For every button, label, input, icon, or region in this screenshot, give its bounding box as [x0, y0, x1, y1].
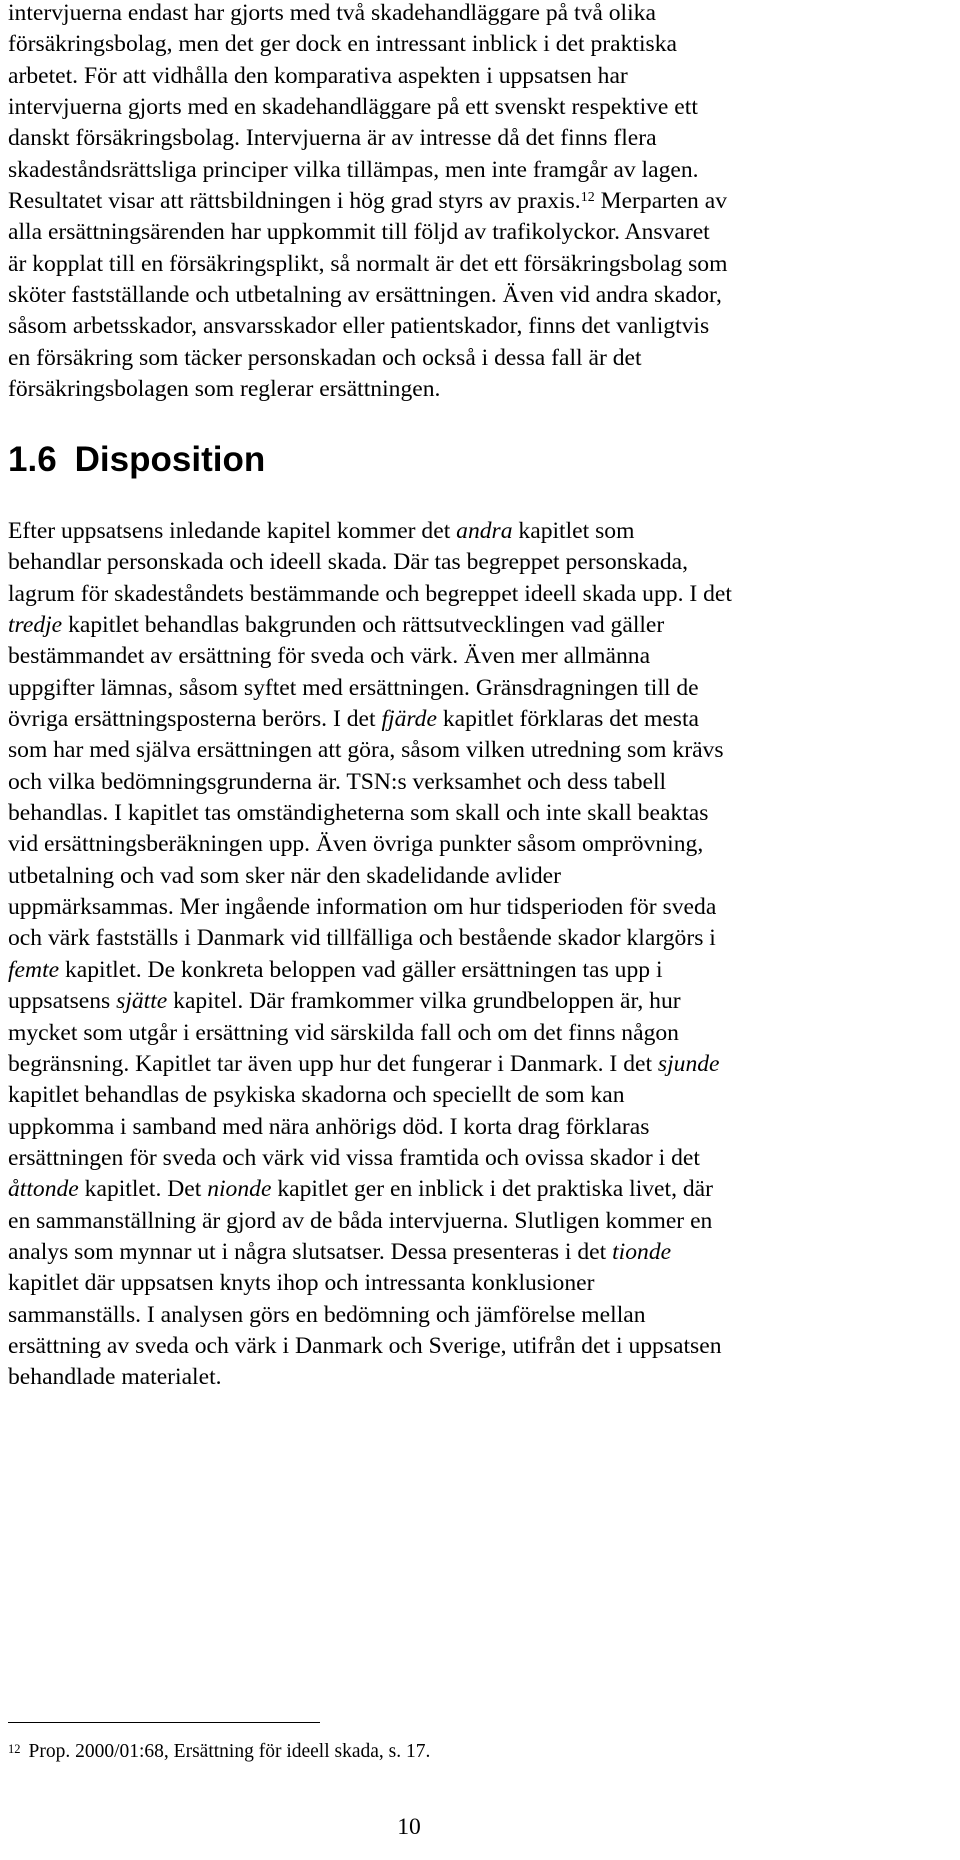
- text-line: [8, 955, 808, 986]
- text-line: sammanställs. I analysen görs en bedömning och jämförelse mellan: [8, 1301, 646, 1328]
- text-line: skadeståndsrättsliga principer vilka tillämpas, men inte framgår av lagen.: [8, 156, 699, 183]
- footnote-reference: 12: [580, 190, 595, 206]
- section-number: 1.6: [8, 440, 57, 479]
- text-line: är kopplat till en försäkringsplikt, så normalt är det ett försäkringsbolag som: [8, 250, 728, 277]
- text-segment: Resultatet visar att rättsbildningen i hög grad styrs av praxis.: [8, 188, 581, 215]
- text-line: [8, 610, 808, 641]
- text-line: uppgifter lämnas, såsom syftet med ersättningen. Gränsdragningen till de: [8, 674, 699, 701]
- text-line: en sammanställning är gjord av de båda intervjuerna. Slutligen kommer en: [8, 1207, 713, 1234]
- text-line: och vilka bedömningsgrunderna är. TSN:s verksamhet och dess tabell: [8, 768, 667, 795]
- text-line: [8, 186, 808, 217]
- text-segment: kapitel. Där framkommer vilka grundbeloppen är, hur: [167, 988, 681, 1015]
- emphasis-text: andra: [456, 518, 513, 544]
- text-segment: uppsatsens: [8, 988, 117, 1015]
- text-segment: övriga ersättningsposterna berörs. I det: [8, 706, 382, 733]
- text-line: arbetet. För att vidhålla den komparativa aspekten i uppsatsen har: [8, 62, 628, 89]
- text-segment: kapitlet som: [512, 518, 635, 544]
- text-line: en försäkring som täcker personskadan och också i dessa fall är det: [8, 344, 642, 371]
- section-heading: [8, 438, 265, 482]
- text-line: intervjuerna endast har gjorts med två skadehandläggare på två olika: [8, 0, 656, 26]
- text-line: [8, 704, 808, 735]
- text-line: ersättningen för sveda och värk vid vissa framtida och ovissa skador i det: [8, 1144, 700, 1171]
- emphasis-text: tredje: [8, 612, 63, 639]
- body-paragraph-disposition: [8, 516, 808, 1394]
- text-segment: Merparten av: [594, 188, 728, 215]
- text-line: [8, 1049, 808, 1080]
- text-segment: kapitlet. Det: [78, 1176, 208, 1203]
- text-line: lagrum för skadeståndets bestämmande och begreppet ideell skada upp. I det: [8, 580, 732, 607]
- section-title: Disposition: [74, 440, 266, 479]
- text-line: uppkomma i samband med nära anhörigs död. I korta drag förklaras: [8, 1113, 650, 1140]
- emphasis-text: femte: [8, 956, 60, 983]
- footnote-number: 12: [8, 1742, 21, 1756]
- text-segment: Efter uppsatsens inledande kapitel kommer det: [8, 518, 457, 544]
- text-segment: kapitlet ger en inblick i det praktiska livet, där: [271, 1176, 714, 1203]
- text-line: och värk fastställs i Danmark vid tillfälliga och bestående skador klargörs i: [8, 925, 716, 952]
- text-line: [8, 1237, 808, 1268]
- text-segment: kapitlet. De konkreta beloppen vad gäller ersättningen tas upp i: [59, 956, 663, 983]
- footnote: [8, 1740, 430, 1764]
- text-segment: analys som mynnar ut i några slutsatser. Dessa presenteras i det: [8, 1238, 613, 1265]
- text-line: såsom arbetsskador, ansvarsskador eller patientskador, finns det vanligtvis: [8, 313, 710, 340]
- text-line: danskt försäkringsbolag. Intervjuerna är av intresse då det finns flera: [8, 125, 657, 152]
- footnote-text: Prop. 2000/01:68, Ersättning för ideell skada, s. 17.: [28, 1741, 431, 1762]
- text-segment: kapitlet förklaras det mesta: [436, 706, 700, 733]
- text-line: bestämmandet av ersättning för sveda och värk. Även mer allmänna: [8, 643, 651, 670]
- text-line: mycket som utgår i ersättning vid särskilda fall och om det finns någon: [8, 1019, 679, 1046]
- text-line: som har med själva ersättningen att göra, såsom vilken utredning som krävs: [8, 737, 724, 764]
- footnote-separator: [8, 1722, 320, 1723]
- text-line: behandlade materialet.: [8, 1364, 222, 1391]
- emphasis-text: sjunde: [657, 1050, 720, 1077]
- text-line: [8, 1174, 808, 1205]
- text-line: behandlar personskada och ideell skada. Där tas begreppet personskada,: [8, 549, 689, 576]
- text-line: alla ersättningsärenden har uppkommit till följd av trafikolyckor. Ansvaret: [8, 219, 710, 246]
- text-line: kapitlet behandlas de psykiska skadorna och speciellt de som kan: [8, 1082, 625, 1109]
- text-line: vid ersättningsberäkningen upp. Även övriga punkter såsom omprövning,: [8, 831, 704, 858]
- emphasis-text: fjärde: [381, 706, 437, 733]
- body-paragraph-interviews: [8, 0, 808, 405]
- text-line: sköter fastställande och utbetalning av ersättningen. Även vid andra skador,: [8, 282, 722, 309]
- page-number: 10: [397, 1814, 421, 1840]
- text-line: kapitlet där uppsatsen knyts ihop och intressanta konklusioner: [8, 1270, 595, 1297]
- text-segment: begränsning. Kapitlet tar även upp hur det fungerar i Danmark. I det: [8, 1050, 658, 1077]
- emphasis-text: sjätte: [116, 988, 168, 1015]
- text-line: intervjuerna gjorts med en skadehandläggare på ett svenskt respektive ett: [8, 94, 698, 121]
- text-line: utbetalning och vad som sker när den skadelidande avlider: [8, 862, 561, 889]
- text-line: ersättning av sveda och värk i Danmark och Sverige, utifrån det i uppsatsen: [8, 1332, 722, 1359]
- emphasis-text: åttonde: [8, 1176, 79, 1203]
- text-line: [8, 986, 808, 1017]
- emphasis-text: nionde: [207, 1176, 272, 1203]
- text-line: uppmärksammas. Mer ingående information om hur tidsperioden för sveda: [8, 894, 717, 921]
- text-line: [8, 516, 808, 547]
- text-line: behandlas. I kapitlet tas omständigheterna som skall och inte skall beaktas: [8, 800, 709, 827]
- text-line: försäkringsbolagen som reglerar ersättningen.: [8, 376, 441, 403]
- emphasis-text: tionde: [612, 1238, 672, 1265]
- text-segment: kapitlet behandlas bakgrunden och rättsutvecklingen vad gäller: [62, 612, 665, 639]
- text-line: försäkringsbolag, men det ger dock en intressant inblick i det praktiska: [8, 31, 677, 58]
